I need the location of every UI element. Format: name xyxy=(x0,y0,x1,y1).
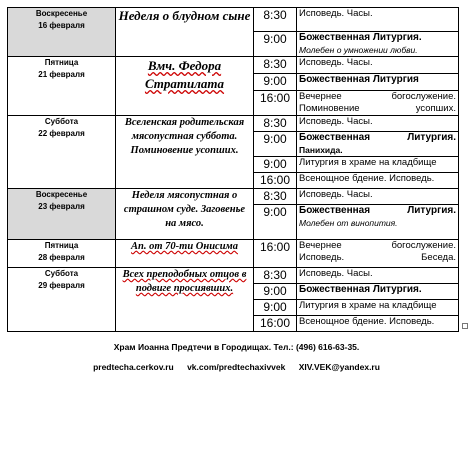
feast-name xyxy=(116,268,254,332)
service-desc xyxy=(297,116,459,132)
service-time: 16:00 xyxy=(254,240,297,268)
service-desc xyxy=(297,57,459,74)
service-desc xyxy=(297,173,459,189)
service-time: 9:00 xyxy=(254,284,297,300)
service-time: 9:00 xyxy=(254,157,297,173)
service-time: 9:00 xyxy=(254,205,297,240)
service-desc xyxy=(297,316,459,332)
date-cell xyxy=(8,189,116,240)
service-title: Исповедь. Часы. xyxy=(299,268,373,279)
feast-text: Всех преподобных отцов в подвиге просиявших. xyxy=(122,269,247,294)
service-title: Всенощное бдение. Исповедь. xyxy=(299,316,435,327)
service-time: 9:00 xyxy=(254,300,297,316)
feast-text: Вмч. Федора Стратилата xyxy=(144,58,225,91)
date-cell xyxy=(8,240,116,268)
service-desc xyxy=(297,268,459,284)
service-title: Исповедь. Часы. xyxy=(299,8,373,19)
service-desc xyxy=(297,91,459,116)
date-cell xyxy=(8,116,116,189)
service-desc xyxy=(297,284,459,300)
date-cell xyxy=(8,57,116,116)
date-label: 28 февраля xyxy=(38,253,85,262)
service-desc xyxy=(297,8,459,32)
service-title: Литургия в храме на кладбище xyxy=(299,300,437,311)
site-link[interactable]: predtecha.cerkov.ru xyxy=(93,362,174,372)
date-cell xyxy=(8,268,116,332)
feast-text: Ап. от 70-ти Онисима xyxy=(131,241,238,252)
service-time: 9:00 xyxy=(254,132,297,157)
service-title: Вечернее богослужение. Исповедь. Беседа. xyxy=(299,240,456,263)
day-name: Пятница xyxy=(44,58,79,67)
service-note: Молебен от винопития. xyxy=(299,218,398,228)
service-time: 16:00 xyxy=(254,173,297,189)
service-time: 8:30 xyxy=(254,57,297,74)
service-desc xyxy=(297,205,459,240)
date-label: 21 февраля xyxy=(38,70,85,79)
day-name: Пятница xyxy=(44,241,79,250)
service-time: 8:30 xyxy=(254,8,297,32)
day-name: Суббота xyxy=(44,269,79,278)
service-note: Молебен о умножении любви. xyxy=(299,45,418,55)
email-link[interactable]: XIV.VEK@yandex.ru xyxy=(298,362,380,372)
service-time: 8:30 xyxy=(254,116,297,132)
day-name: Воскресенье xyxy=(35,9,88,18)
date-label: 22 февраля xyxy=(38,129,85,138)
service-title: Божественная Литургия. xyxy=(299,32,422,43)
date-label: 23 февраля xyxy=(38,202,85,211)
footer-links xyxy=(0,362,473,372)
service-title: Божественная Литургия xyxy=(299,74,419,85)
day-name: Суббота xyxy=(44,117,79,126)
service-time: 9:00 xyxy=(254,74,297,91)
service-title: Исповедь. Часы. xyxy=(299,57,373,68)
church-contact: Храм Иоанна Предтечи в Городищах. Тел.: (496) 616-63-35. xyxy=(113,342,360,352)
service-time: 9:00 xyxy=(254,32,297,57)
feast-name: Неделя мясопустная о страшном суде. Заговенье на мясо. xyxy=(116,189,254,240)
service-title: Литургия в храме на кладбище xyxy=(299,157,437,168)
service-desc xyxy=(297,32,459,57)
service-desc xyxy=(297,300,459,316)
service-desc xyxy=(297,157,459,173)
service-time: 16:00 xyxy=(254,316,297,332)
service-time: 16:00 xyxy=(254,91,297,116)
service-title: Исповедь. Часы. xyxy=(299,189,373,200)
table-resize-handle[interactable] xyxy=(462,323,468,329)
service-title: Исповедь. Часы. xyxy=(299,116,373,127)
feast-name: Неделя о блудном сыне xyxy=(116,8,254,57)
vk-link[interactable]: vk.com/predtechaxivvek xyxy=(187,362,286,372)
feast-name: Вселенская родительская мясопустная суббота. Поминовение усопших. xyxy=(116,116,254,189)
service-desc xyxy=(297,189,459,205)
service-title: Вечернее богослужение. Поминовение усопших. xyxy=(299,91,456,114)
feast-name xyxy=(116,240,254,268)
feast-name xyxy=(116,57,254,116)
date-cell xyxy=(8,8,116,57)
day-name: Воскресенье xyxy=(35,190,88,199)
service-title: Всенощное бдение. Исповедь. xyxy=(299,173,435,184)
service-note: Панихида. xyxy=(299,145,343,155)
service-title: Божественная Литургия. xyxy=(299,284,422,295)
date-label: 29 февраля xyxy=(38,281,85,290)
schedule-table xyxy=(7,7,459,332)
service-desc xyxy=(297,132,459,157)
service-desc xyxy=(297,74,459,91)
service-title: Божественная Литургия. xyxy=(299,132,456,143)
date-label: 16 февраля xyxy=(38,21,85,30)
service-time: 8:30 xyxy=(254,268,297,284)
service-desc xyxy=(297,240,459,268)
service-title: Божественная Литургия. xyxy=(299,205,456,216)
service-time: 8:30 xyxy=(254,189,297,205)
